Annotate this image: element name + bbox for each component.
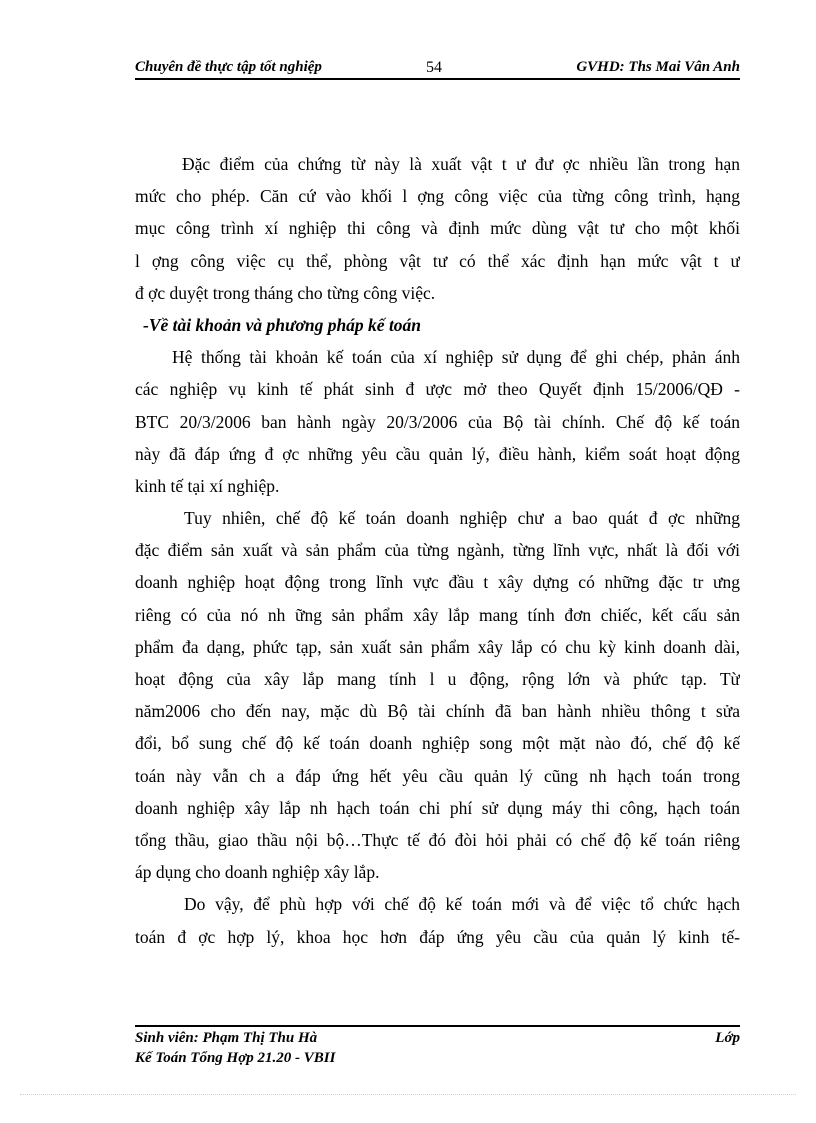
text-line: kinh tế tại xí nghiệp. xyxy=(135,475,280,496)
text-line: tổng thầu, giao thầu nội bộ…Thực tế đó đòi hỏi phải có chế độ kế toán riêng xyxy=(135,829,740,850)
text-line: áp dụng cho doanh nghiệp xây lắp. xyxy=(135,862,380,883)
page-footer xyxy=(135,1028,740,1068)
text-line: Tuy nhiên, chế độ kế toán doanh nghiệp chư a bao quát đ ợc những xyxy=(184,508,740,529)
text-line: phẩm đa dạng, phức tạp, sản xuất sản phẩm xây lắp có chu kỳ kinh doanh dài, xyxy=(135,636,740,657)
document-body xyxy=(135,148,740,953)
paragraph-2 xyxy=(135,341,740,502)
section-heading-text: -Về tài khoản và phương pháp kế toán xyxy=(143,314,422,335)
text-line: đổi, bổ sung chế độ kế toán doanh nghiệp song một mặt nào đó, chế độ kế xyxy=(135,733,740,754)
footer-student: Sinh viên: Phạm Thị Thu Hà xyxy=(135,1030,318,1046)
header-supervisor: GVHD: Ths Mai Vân Anh xyxy=(576,59,740,75)
paragraph-1 xyxy=(135,148,740,309)
text-line: năm2006 cho đến nay, mặc dù Bộ tài chính đã ban hành nhiều thông t sửa xyxy=(135,701,740,722)
text-line: Hệ thống tài khoản kế toán của xí nghiệp sử dụng để ghi chép, phản ánh xyxy=(172,347,740,368)
page-number: 54 xyxy=(426,59,442,76)
text-line: đ ợc duyệt trong tháng cho từng công việc. xyxy=(135,282,436,303)
text-line: BTC 20/3/2006 ban hành ngày 20/3/2006 của Bộ tài chính. Chế độ kế toán xyxy=(135,411,740,432)
header-rule xyxy=(135,78,740,80)
footer-class-label: Lớp xyxy=(715,1030,740,1046)
text-line: riêng có của nó nh ững sản phẩm xây lắp mang tính đơn chiếc, kết cấu sản xyxy=(135,604,740,625)
header-document-title: Chuyên đề thực tập tốt nghiệp xyxy=(135,59,322,75)
text-line: doanh nghiệp xây lắp nh hạch toán chi phí sử dụng máy thi công, hạch toán xyxy=(135,797,740,818)
text-line: mục công trình xí nghiệp thi công và định mức dùng vật tư cho một khối xyxy=(135,218,740,239)
text-line: doanh nghiệp hoạt động trong lĩnh vực đầu t xây dựng có những đặc tr ưng xyxy=(135,572,740,593)
footer-class-name: Kế Toán Tổng Hợp 21.20 - VBII xyxy=(135,1050,336,1066)
text-line: các nghiệp vụ kinh tế phát sinh đ ược mở theo Quyết định 15/2006/QĐ - xyxy=(135,379,740,400)
text-line: này đã đáp ứng đ ợc những yêu cầu quản lý, điều hành, kiểm soát hoạt động xyxy=(135,443,740,464)
page-header xyxy=(135,57,740,79)
text-line: toán này vẫn ch a đáp ứng hết yêu cầu quản lý cũng nh hạch toán trong xyxy=(135,765,740,786)
page-bottom-divider xyxy=(20,1094,796,1095)
paragraph-4 xyxy=(135,888,740,952)
footer-rule xyxy=(135,1025,740,1027)
text-line: đặc điểm sản xuất và sản phẩm của từng ngành, từng lĩnh vực, nhất là đối với xyxy=(135,540,740,561)
text-line: Do vậy, để phù hợp với chế độ kế toán mới và để việc tổ chức hạch xyxy=(184,894,740,915)
text-line: toán đ ợc hợp lý, khoa học hơn đáp ứng yêu cầu của quản lý kinh tế- xyxy=(135,926,740,947)
text-line: hoạt động của xây lắp mang tính l u động, rộng lớn và phức tạp. Từ xyxy=(135,669,740,689)
section-heading xyxy=(135,309,740,341)
text-line: mức cho phép. Căn cứ vào khối l ợng công việc của từng công trình, hạng xyxy=(135,186,740,207)
text-line: Đặc điểm của chứng từ này là xuất vật t ư đư ợc nhiều lần trong hạn xyxy=(182,154,740,174)
text-line: l ợng công việc cụ thể, phòng vật tư có thể xác định hạn mức vật t ư xyxy=(135,250,740,271)
paragraph-3 xyxy=(135,502,740,888)
